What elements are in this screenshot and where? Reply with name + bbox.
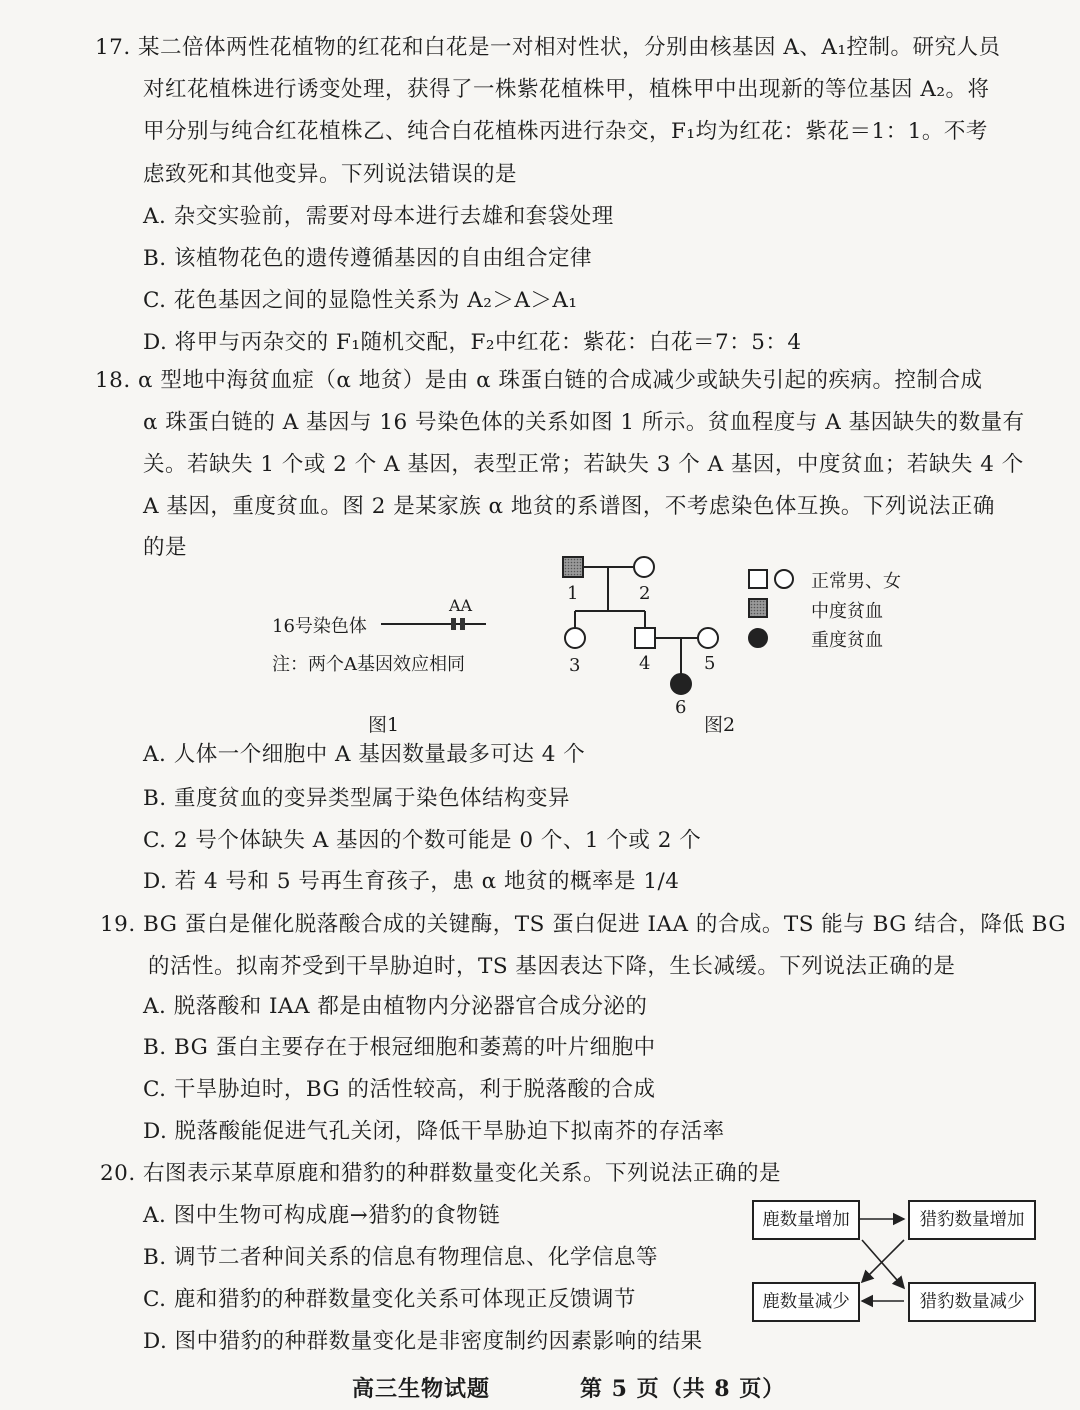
q19-option-d[interactable]: D. 脱落酸能促进气孔关闭，降低干旱胁迫下拟南芥的存活率	[143, 1119, 725, 1144]
q17-option-c[interactable]: C. 花色基因之间的显隐性关系为 A₂＞A＞A₁	[143, 288, 578, 313]
legend-normal: 正常男、女	[811, 571, 901, 592]
pedigree-label-6: 6	[675, 697, 687, 718]
q19-stem-line-2: 的活性。拟南芥受到干旱胁迫时，TS 基因表达下降，生长减缓。下列说法正确的是	[148, 954, 956, 979]
fig1-gene-label: AA	[449, 596, 473, 615]
pedigree-label-4: 4	[639, 653, 651, 674]
q20-option-b[interactable]: B. 调节二者种间关系的信息有物理信息、化学信息等	[143, 1245, 658, 1270]
box-deer-decrease: 鹿数量减少	[752, 1282, 860, 1322]
q18-stem-line-1: 18. α 型地中海贫血症（α 地贫）是由 α 珠蛋白链的合成减少或缺失引起的疾病。控制合成	[95, 366, 982, 396]
pedigree-individual-2	[634, 557, 654, 577]
pedigree-individual-1	[563, 557, 583, 577]
pedigree-individual-5	[698, 628, 718, 648]
legend-moderate: 中度贫血	[811, 601, 883, 622]
fig1-caption: 图1	[368, 714, 400, 736]
q18-stem-line-3: 关。若缺失 1 个或 2 个 A 基因，表型正常；若缺失 3 个 A 基因，中度贫血；若缺失 4 个	[143, 452, 1024, 477]
box-cheetah-decrease: 猎豹数量减少	[908, 1282, 1036, 1322]
pedigree-individual-3	[565, 628, 585, 648]
q17-stem-line-4: 虑致死和其他变异。下列说法错误的是	[143, 162, 518, 187]
fig1-note: 注：两个A基因效应相同	[272, 654, 465, 675]
q20-option-a[interactable]: A. 图中生物可构成鹿→猎豹的食物链	[143, 1203, 501, 1228]
footer-page-number: 第 5 页（共 8 页）	[580, 1376, 786, 1402]
q17-stem-line-1: 17. 某二倍体两性花植物的红花和白花是一对相对性状，分别由核基因 A、A₁控制。研究人员	[95, 33, 1001, 63]
q19-option-a[interactable]: A. 脱落酸和 IAA 都是由植物内分泌器官合成分泌的	[143, 994, 648, 1019]
q19-option-b[interactable]: B. BG 蛋白主要存在于根冠细胞和萎蔫的叶片细胞中	[143, 1035, 656, 1060]
q20-option-c[interactable]: C. 鹿和猎豹的种群数量变化关系可体现正反馈调节	[143, 1287, 636, 1312]
q18-stem-line-4: A 基因，重度贫血。图 2 是某家族 α 地贫的系谱图，不考虑染色体互换。下列说法正确	[143, 494, 995, 519]
q18-stem-line-5: 的是	[143, 535, 188, 560]
q17-option-d[interactable]: D. 将甲与丙杂交的 F₁随机交配，F₂中红花：紫花：白花＝7：5：4	[143, 330, 802, 355]
q18-option-c[interactable]: C. 2 号个体缺失 A 基因的个数可能是 0 个、1 个或 2 个	[143, 828, 702, 853]
q19-stem-line-1: 19. BG 蛋白是催化脱落酸合成的关键酶，TS 蛋白促进 IAA 的合成。TS 能与 BG 结合，降低 BG	[100, 910, 1066, 940]
q18-option-a[interactable]: A. 人体一个细胞中 A 基因数量最多可达 4 个	[143, 742, 586, 767]
q18-stem-line-2: α 珠蛋白链的 A 基因与 16 号染色体的关系如图 1 所示。贫血程度与 A 基因缺失的数量有	[143, 410, 1025, 435]
q18-option-d[interactable]: D. 若 4 号和 5 号再生育孩子，患 α 地贫的概率是 1/4	[143, 869, 680, 894]
pedigree-label-1: 1	[567, 583, 579, 604]
pedigree-label-5: 5	[704, 653, 716, 674]
pedigree-individual-4	[635, 628, 655, 648]
fig1-chromosome-label: 16号染色体	[272, 616, 367, 637]
box-cheetah-increase: 猎豹数量增加	[908, 1200, 1036, 1240]
box-deer-increase: 鹿数量增加	[752, 1200, 860, 1240]
q19-number: 19.	[100, 912, 136, 937]
fig2-caption: 图2	[704, 714, 736, 736]
q20-number: 20.	[100, 1161, 136, 1186]
q17-option-b[interactable]: B. 该植物花色的遗传遵循基因的自由组合定律	[143, 246, 592, 271]
pedigree-individual-6	[671, 674, 691, 694]
q17-stem-line-3: 甲分别与纯合红花植株乙、纯合白花植株丙进行杂交，F₁均为红花：紫花＝1：1。不考	[143, 119, 988, 144]
q17-number: 17.	[95, 35, 131, 60]
q17-stem-line-2: 对红花植株进行诱变处理，获得了一株紫花植株甲，植株甲中出现新的等位基因 A₂。将	[143, 77, 990, 102]
q20-stem-line-1: 20. 右图表示某草原鹿和猎豹的种群数量变化关系。下列说法正确的是	[100, 1159, 781, 1189]
q20-diagram-arrows	[0, 0, 1, 1]
pedigree-label-3: 3	[569, 655, 581, 676]
q20-option-d[interactable]: D. 图中猎豹的种群数量变化是非密度制约因素影响的结果	[143, 1329, 703, 1354]
q18-option-b[interactable]: B. 重度贫血的变异类型属于染色体结构变异	[143, 786, 570, 811]
legend-severe: 重度贫血	[811, 630, 883, 651]
q18-number: 18.	[95, 368, 131, 393]
pedigree-label-2: 2	[639, 583, 651, 604]
q19-option-c[interactable]: C. 干旱胁迫时，BG 的活性较高，利于脱落酸的合成	[143, 1077, 656, 1102]
footer-subject: 高三生物试题	[352, 1376, 491, 1402]
q17-option-a[interactable]: A. 杂交实验前，需要对母本进行去雄和套袋处理	[143, 204, 614, 229]
